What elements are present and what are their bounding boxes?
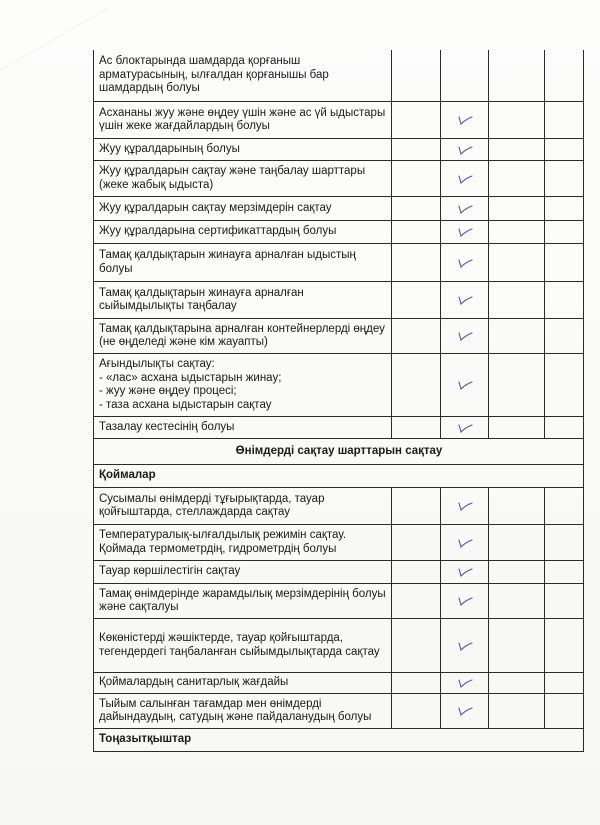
check-cell-col-1[interactable] <box>392 50 441 102</box>
subsection-title: Қоймалар <box>94 465 584 488</box>
requirement-text: Тамақ қалдықтарын жинауға арналған ыдыстың болуы <box>94 244 392 282</box>
checkmark-icon <box>457 114 473 126</box>
requirement-text: Жуу құралдарын сақтау мерзімдерін сақтау <box>94 197 392 221</box>
table-row <box>94 417 584 439</box>
table-row <box>94 102 584 139</box>
table-row <box>94 525 584 561</box>
check-cell-col-2[interactable] <box>441 282 489 319</box>
check-cell-col-4[interactable] <box>545 417 584 439</box>
check-cell-col-2[interactable] <box>441 221 489 244</box>
check-cell-col-1[interactable] <box>392 221 441 244</box>
check-cell-col-1[interactable] <box>392 694 441 729</box>
subsection-header-row <box>94 729 584 752</box>
checkmark-icon <box>457 677 473 689</box>
check-cell-col-3[interactable] <box>489 282 545 319</box>
requirement-text: Тыйым салынған тағамдар мен өнімдерді дайындаудың, сатудың және пайдаланудың болуы <box>94 694 392 729</box>
check-cell-col-4[interactable] <box>545 244 584 282</box>
check-cell-col-1[interactable] <box>392 488 441 525</box>
check-cell-col-3[interactable] <box>489 673 545 694</box>
requirement-text: Жуу құралдарына сертификаттардың болуы <box>94 221 392 244</box>
check-cell-col-3[interactable] <box>489 50 545 102</box>
check-cell-col-2[interactable] <box>441 694 489 729</box>
requirement-text: Тазалау кестесінің болуы <box>94 417 392 439</box>
check-cell-col-1[interactable] <box>392 102 441 139</box>
check-cell-col-2[interactable] <box>441 673 489 694</box>
check-cell-col-4[interactable] <box>545 319 584 354</box>
check-cell-col-1[interactable] <box>392 417 441 439</box>
check-cell-col-3[interactable] <box>489 197 545 221</box>
table-row <box>94 561 584 584</box>
table-row <box>94 584 584 619</box>
checkmark-icon <box>457 226 473 238</box>
checkmark-icon <box>457 640 473 652</box>
check-cell-col-3[interactable] <box>489 694 545 729</box>
check-cell-col-1[interactable] <box>392 673 441 694</box>
check-cell-col-2[interactable] <box>441 102 489 139</box>
check-cell-col-1[interactable] <box>392 319 441 354</box>
check-cell-col-1[interactable] <box>392 584 441 619</box>
table-row <box>94 244 584 282</box>
checkmark-icon <box>457 566 473 578</box>
table-row <box>94 161 584 197</box>
check-cell-col-3[interactable] <box>489 561 545 584</box>
check-cell-col-1[interactable] <box>392 282 441 319</box>
check-cell-col-2[interactable] <box>441 417 489 439</box>
table-row <box>94 673 584 694</box>
check-cell-col-4[interactable] <box>545 102 584 139</box>
check-cell-col-2[interactable] <box>441 584 489 619</box>
check-cell-col-3[interactable] <box>489 102 545 139</box>
check-cell-col-4[interactable] <box>545 619 584 673</box>
check-cell-col-2[interactable] <box>441 525 489 561</box>
requirement-text: Тамақ өнімдерінде жарамдылық мерзімдерінің болуы және сақталуы <box>94 584 392 619</box>
checkmark-icon <box>457 537 473 549</box>
table-row <box>94 488 584 525</box>
requirement-text: Тамақ қалдықтарына арналған контейнерлерді өңдеу (не өңделеді және кім жауапты) <box>94 319 392 354</box>
table-row <box>94 139 584 161</box>
check-cell-col-4[interactable] <box>545 161 584 197</box>
checkmark-icon <box>457 144 473 156</box>
check-cell-col-4[interactable] <box>545 354 584 417</box>
check-cell-col-2[interactable] <box>441 354 489 417</box>
check-cell-col-4[interactable] <box>545 694 584 729</box>
table-row <box>94 319 584 354</box>
check-cell-col-4[interactable] <box>545 139 584 161</box>
table-row <box>94 221 584 244</box>
check-cell-col-1[interactable] <box>392 139 441 161</box>
check-cell-col-4[interactable] <box>545 221 584 244</box>
subsection-header-row <box>94 465 584 488</box>
check-cell-col-4[interactable] <box>545 673 584 694</box>
check-cell-col-2[interactable] <box>441 50 489 102</box>
checkmark-icon <box>457 595 473 607</box>
requirement-text: Асхананы жуу және өңдеу үшін және ас үй ыдыстары үшін жеке жағдайлардың болуы <box>94 102 392 139</box>
check-cell-col-2[interactable] <box>441 244 489 282</box>
check-cell-col-1[interactable] <box>392 525 441 561</box>
check-cell-col-2[interactable] <box>441 197 489 221</box>
check-cell-col-4[interactable] <box>545 561 584 584</box>
requirement-text: Тамақ қалдықтарын жинауға арналған сыйымдылықты таңбалау <box>94 282 392 319</box>
requirement-text: Жуу құралдарын сақтау және таңбалау шарттары (жеке жабық ыдыста) <box>94 161 392 197</box>
checkmark-icon <box>457 257 473 269</box>
check-cell-col-2[interactable] <box>441 619 489 673</box>
checkmark-icon <box>457 294 473 306</box>
check-cell-col-3[interactable] <box>489 139 545 161</box>
requirement-text: Тауар көршілестігін сақтау <box>94 561 392 584</box>
requirement-text: Ас блоктарында шамдарда қорғаныш арматурасының, ылғалдан қорғанышы бар шамдардың болуы <box>94 50 392 102</box>
checkmark-icon <box>457 203 473 215</box>
table-row <box>94 619 584 673</box>
requirement-text: Көкөністерді жәшіктерде, тауар қойғыштарда, тегендердегі таңбаланған сыйымдылықтарда сақтау <box>94 619 392 673</box>
section-header-row <box>94 439 584 465</box>
table-row <box>94 50 584 102</box>
check-cell-col-1[interactable] <box>392 354 441 417</box>
check-cell-col-3[interactable] <box>489 161 545 197</box>
check-cell-col-2[interactable] <box>441 139 489 161</box>
check-cell-col-3[interactable] <box>489 525 545 561</box>
check-cell-col-4[interactable] <box>545 282 584 319</box>
check-cell-col-1[interactable] <box>392 619 441 673</box>
requirement-text: Жуу құралдарының болуы <box>94 139 392 161</box>
table-row <box>94 197 584 221</box>
check-cell-col-3[interactable] <box>489 319 545 354</box>
section-title: Өнімдерді сақтау шарттарын сақтау <box>94 439 584 465</box>
table-row <box>94 282 584 319</box>
checkmark-icon <box>457 173 473 185</box>
checkmark-icon <box>457 379 473 391</box>
requirement-text: Қоймалардың санитарлық жағдайы <box>94 673 392 694</box>
check-cell-col-1[interactable] <box>392 197 441 221</box>
check-cell-col-3[interactable] <box>489 619 545 673</box>
check-cell-col-2[interactable] <box>441 561 489 584</box>
check-cell-col-4[interactable] <box>545 525 584 561</box>
check-cell-col-3[interactable] <box>489 221 545 244</box>
requirement-text: Температуралық-ылғалдылық режимін сақтау. Қоймада термометрдің, гидрометрдің болуы <box>94 525 392 561</box>
checkmark-icon <box>457 422 473 434</box>
table-row <box>94 694 584 729</box>
table-row <box>94 354 584 417</box>
checkmark-icon <box>457 330 473 342</box>
check-cell-col-4[interactable] <box>545 197 584 221</box>
inspection-checklist-table <box>93 50 584 752</box>
check-cell-col-1[interactable] <box>392 244 441 282</box>
check-cell-col-4[interactable] <box>545 488 584 525</box>
check-cell-col-3[interactable] <box>489 354 545 417</box>
check-cell-col-3[interactable] <box>489 584 545 619</box>
check-cell-col-3[interactable] <box>489 244 545 282</box>
check-cell-col-2[interactable] <box>441 488 489 525</box>
check-cell-col-4[interactable] <box>545 50 584 102</box>
subsection-title: Тоңазытқыштар <box>94 729 584 752</box>
requirement-text: Ағындылықты сақтау: - «лас» асхана ыдыстарын жинау; - жуу және өңдеу процесі; - таза асхана ыдыстарын сақтау <box>94 354 392 417</box>
checkmark-icon <box>457 500 473 512</box>
checkmark-icon <box>457 705 473 717</box>
check-cell-col-1[interactable] <box>392 561 441 584</box>
check-cell-col-3[interactable] <box>489 417 545 439</box>
check-cell-col-3[interactable] <box>489 488 545 525</box>
check-cell-col-2[interactable] <box>441 319 489 354</box>
check-cell-col-1[interactable] <box>392 161 441 197</box>
requirement-text: Сусымалы өнімдерді тұғырықтарда, тауар қойғыштарда, стеллаждарда сақтау <box>94 488 392 525</box>
check-cell-col-2[interactable] <box>441 161 489 197</box>
check-cell-col-4[interactable] <box>545 584 584 619</box>
